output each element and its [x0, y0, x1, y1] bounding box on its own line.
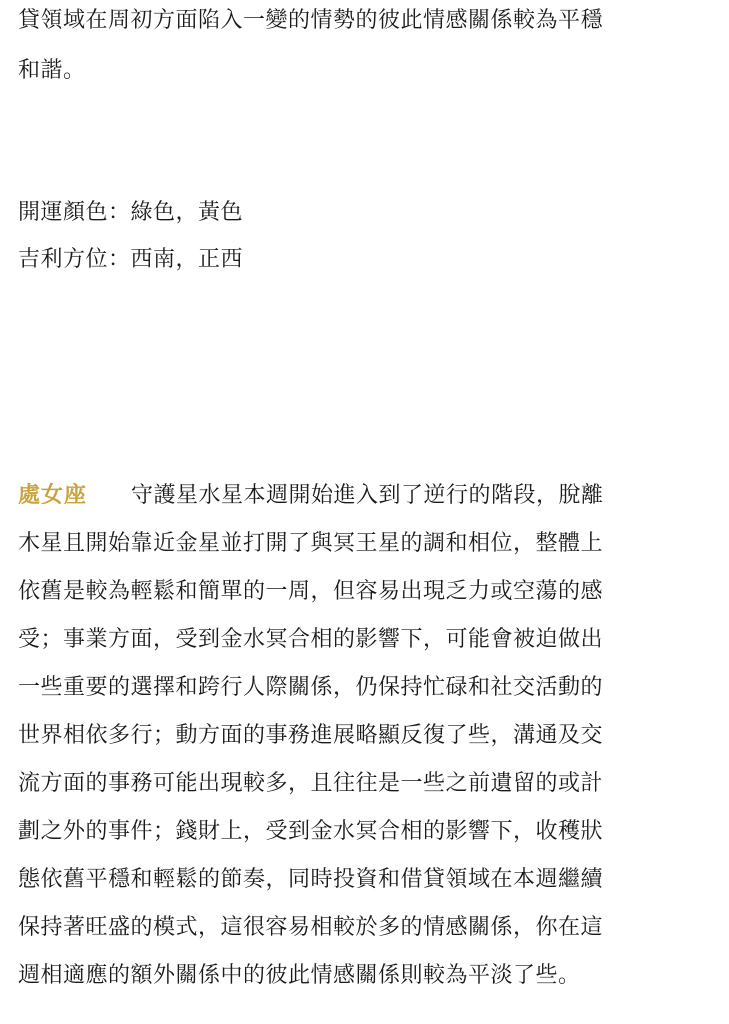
paragraph-line: 態依舊平穩和輕鬆的節奏，同時投資和借貸領域在本週繼續 — [18, 867, 604, 892]
paragraph-line: 和諧。 — [18, 58, 86, 83]
paragraph-line: 一些重要的選擇和跨行人際關係，仍保持忙碌和社交活動的 — [18, 675, 604, 700]
paragraph-line: 劃之外的事件；錢財上，受到金水冥合相的影響下，收穫狀 — [18, 819, 604, 844]
paragraph-line: 流方面的事務可能出現較多，且往往是一些之前遺留的或計 — [18, 771, 604, 796]
lucky-direction: 吉利方位：西南，正西 — [18, 247, 244, 272]
sign-title-virgo: 處女座 — [18, 483, 88, 508]
paragraph-line: 保持著旺盛的模式，這很容易相較於多的情感關係，你在這 — [18, 915, 604, 940]
lucky-color: 開運顏色：綠色，黃色 — [18, 200, 244, 225]
paragraph-line: 木星且開始靠近金星並打開了與冥王星的調和相位，整體上 — [18, 531, 604, 556]
paragraph-line: 世界相依多行；動方面的事務進展略顯反復了些，溝通及交 — [18, 723, 604, 748]
paragraph-line: 貸領域在周初方面陷入一變的情勢的彼此情感關係較為平穩 — [18, 8, 604, 33]
virgo-first-line — [18, 481, 604, 511]
paragraph-line: 守護星水星本週開始進入到了逆行的階段，脫離 — [131, 483, 604, 508]
paragraph-line: 週相適應的額外關係中的彼此情感關係則較為平淡了些。 — [18, 963, 581, 988]
paragraph-line: 依舊是較為輕鬆和簡單的一周，但容易出現乏力或空蕩的感 — [18, 579, 604, 604]
paragraph-line: 受；事業方面，受到金水冥合相的影響下，可能會被迫做出 — [18, 627, 604, 652]
